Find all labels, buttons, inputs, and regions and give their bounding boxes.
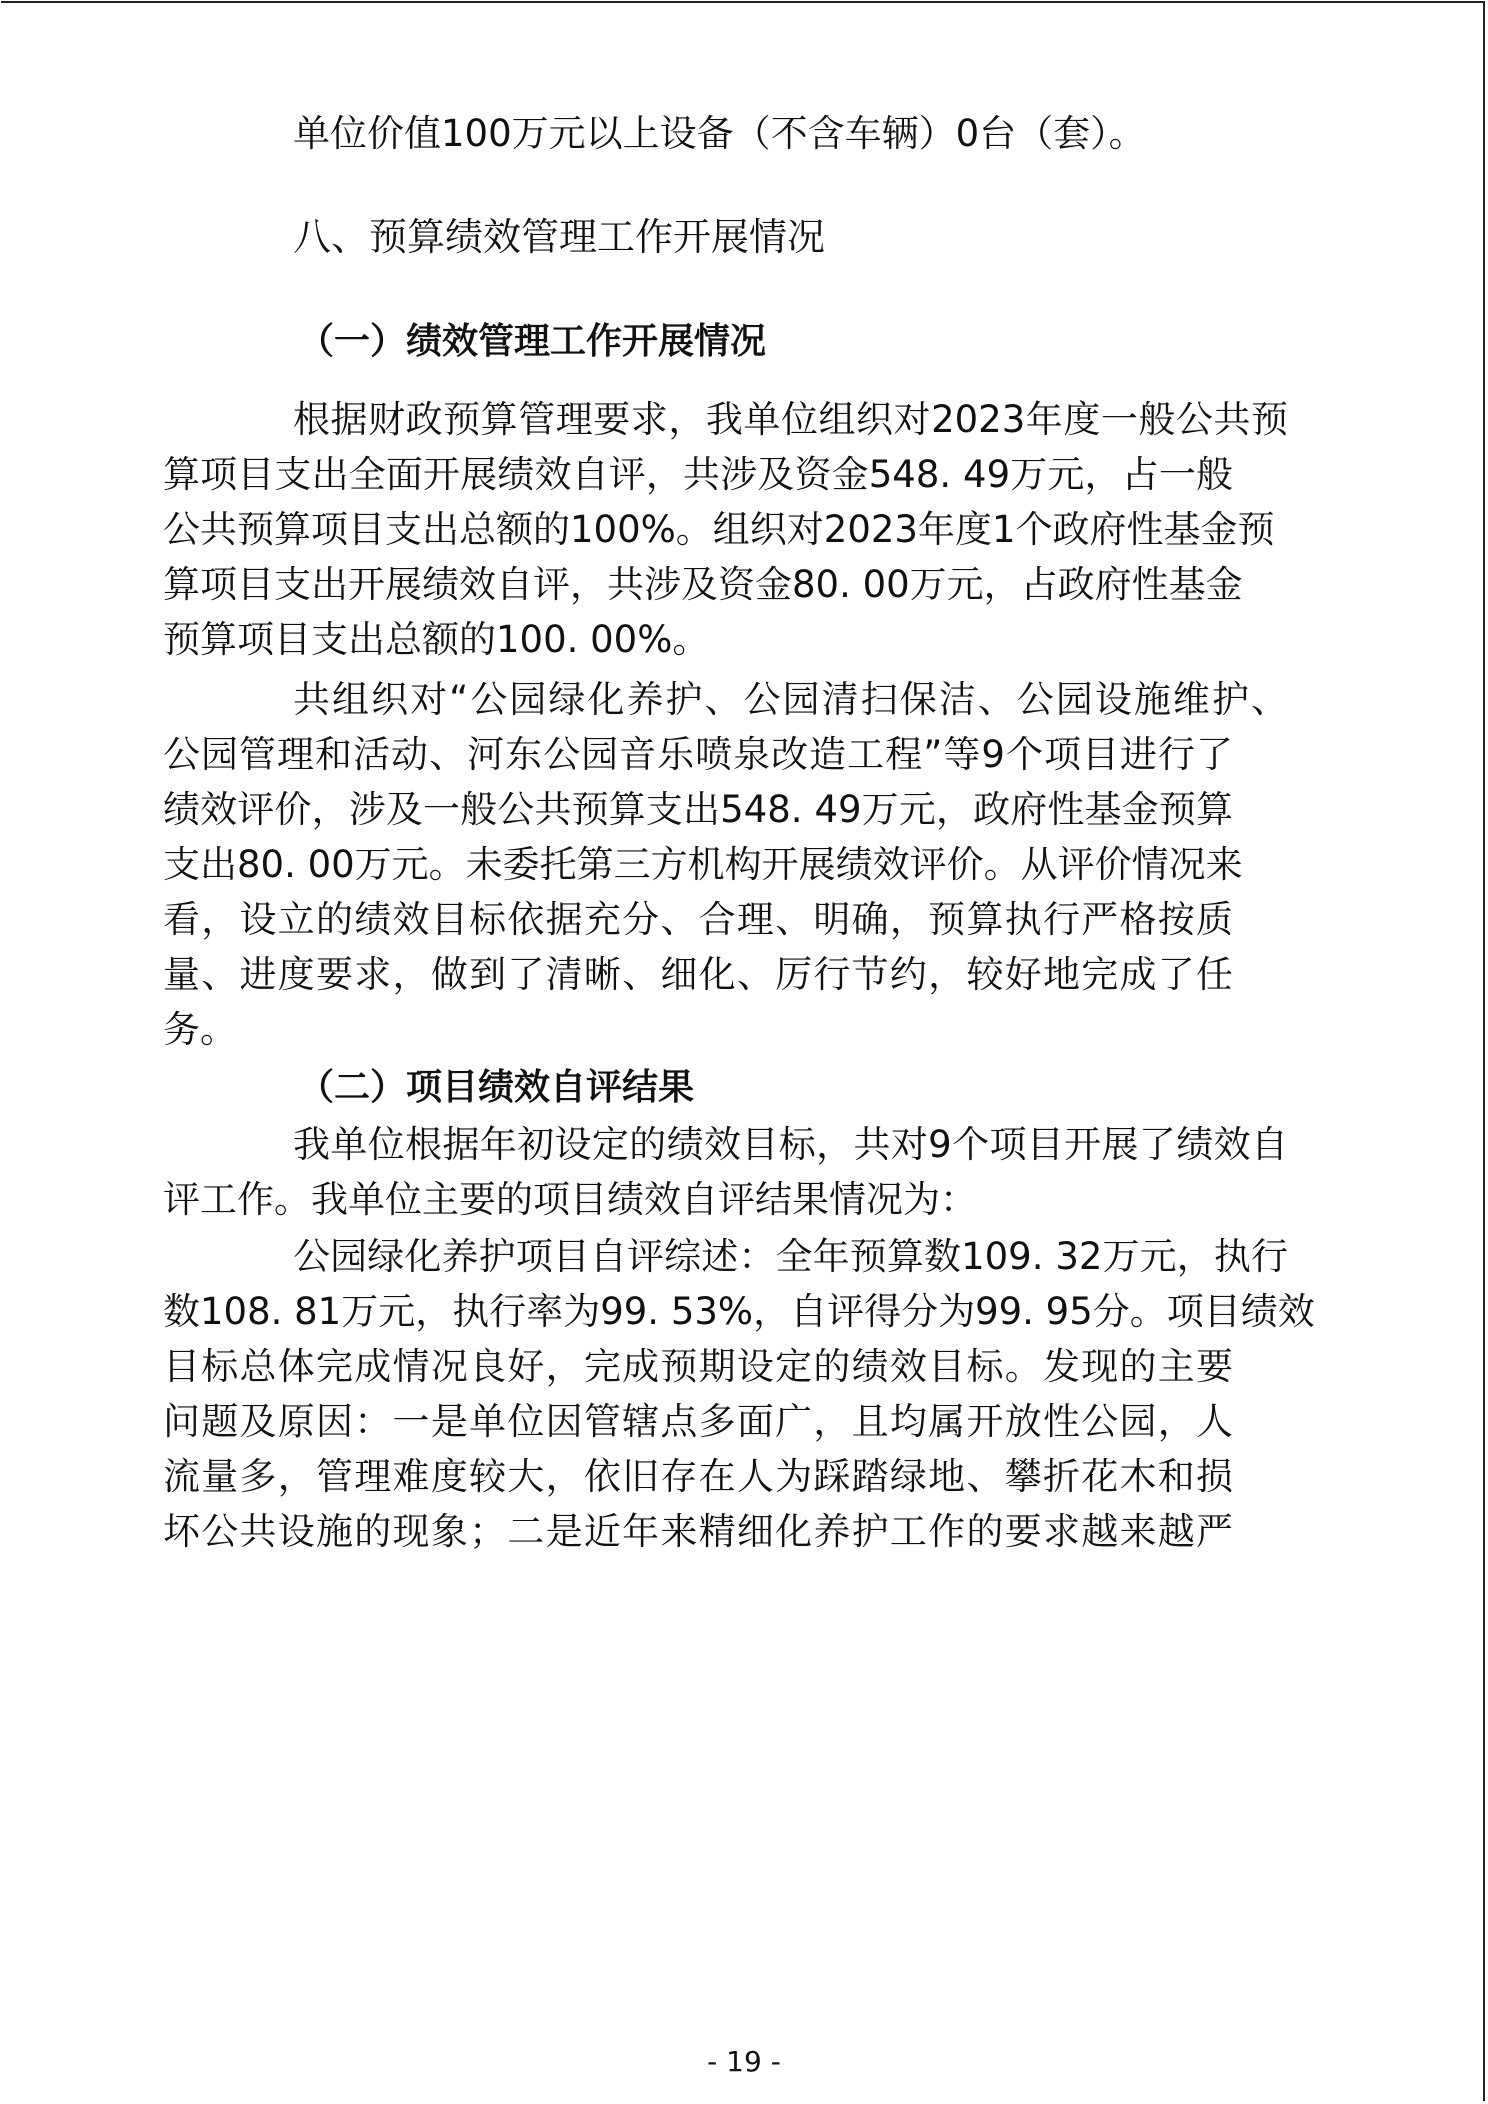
paragraph-line: 坏公共设施的现象；二是近年来精细化养护工作的要求越来越严 [163,1510,1233,1553]
paragraph-line: 单位价值100万元以上设备（不含车辆）0台（套）。 [293,112,1146,155]
paragraph-line: 算项目支出全面开展绩效自评，共涉及资金548. 49万元，占一般 [163,453,1233,496]
paragraph-line: 目标总体完成情况良好，完成预期设定的绩效目标。发现的主要 [163,1345,1233,1388]
subsection-heading: （一）绩效管理工作开展情况 [298,321,767,362]
paragraph-line: 预算项目支出总额的100. 00%。 [163,618,710,661]
subsection-heading: （二）项目绩效自评结果 [298,1067,695,1108]
paragraph-line: 量、进度要求，做到了清晰、细化、厉行节约，较好地完成了任 [163,953,1233,996]
paragraph-line: 务。 [163,1008,237,1051]
paragraph-line: 绩效评价，涉及一般公共预算支出548. 49万元，政府性基金预算 [163,788,1233,831]
paragraph-line: 共组织对“公园绿化养护、公园清扫保洁、公园设施维护、 [293,678,1288,721]
paragraph-line: 流量多，管理难度较大，依旧存在人为踩踏绿地、攀折花木和损 [163,1455,1233,1498]
paragraph-line: 数108. 81万元，执行率为99. 53%，自评得分为99. 95分。项目绩效 [163,1290,1315,1333]
paragraph-line: 评工作。我单位主要的项目绩效自评结果情况为： [163,1178,977,1221]
paragraph-line: 支出80. 00万元。未委托第三方机构开展绩效评价。从评价情况来 [163,843,1243,886]
paragraph-line: 算项目支出开展绩效自评，共涉及资金80. 00万元，占政府性基金 [163,563,1243,606]
paragraph-line: 看，设立的绩效目标依据充分、合理、明确，预算执行严格按质 [163,898,1233,941]
page-number: - 19 - [707,2045,781,2078]
paragraph-line: 公园管理和活动、河东公园音乐喷泉改造工程”等9个项目进行了 [163,733,1233,776]
paragraph-line: 公园绿化养护项目自评综述：全年预算数109. 32万元，执行 [293,1235,1288,1278]
paragraph-line: 问题及原因：一是单位因管辖点多面广，且均属开放性公园，人 [163,1400,1233,1443]
paragraph-line: 公共预算项目支出总额的100%。组织对2023年度1个政府性基金预 [163,508,1275,551]
paragraph-line: 根据财政预算管理要求，我单位组织对2023年度一般公共预 [293,398,1288,441]
paragraph-line: 我单位根据年初设定的绩效目标，共对9个项目开展了绩效自 [293,1123,1288,1166]
section-heading: 八、预算绩效管理工作开展情况 [293,215,826,259]
